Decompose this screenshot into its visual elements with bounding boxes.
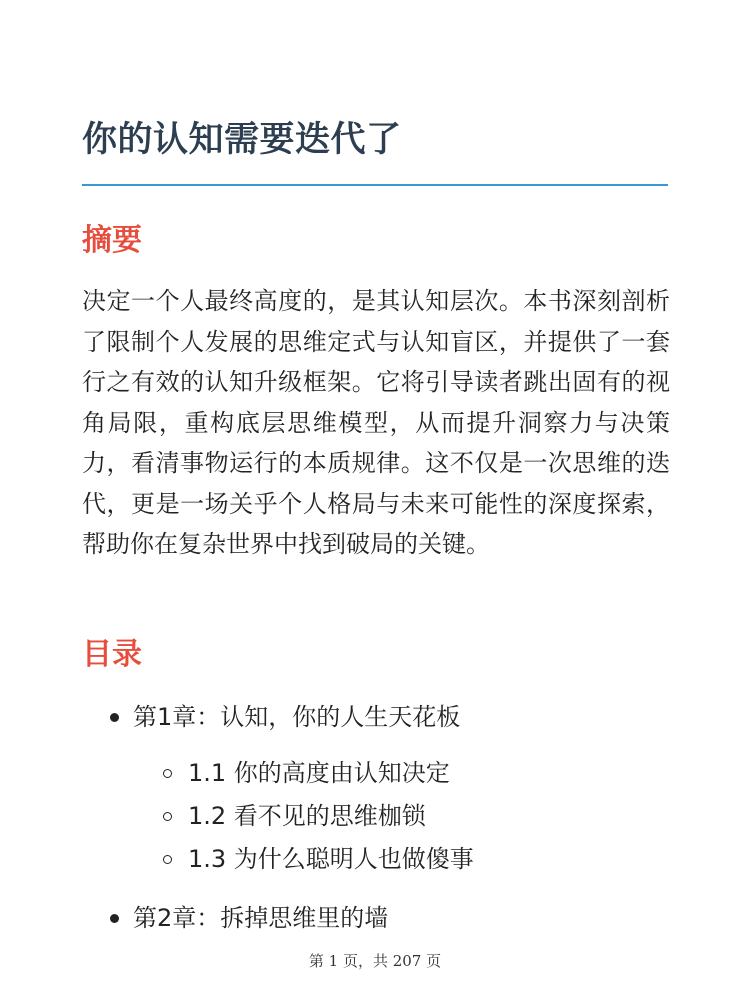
toc-heading: 目录 bbox=[82, 637, 142, 672]
abstract-heading: 摘要 bbox=[82, 223, 142, 258]
bullet-disc-icon bbox=[110, 914, 119, 923]
toc-section-1-3[interactable]: 1.3 为什么聪明人也做傻事 bbox=[188, 845, 474, 873]
abstract-text: 决定一个人最终高度的，是其认知层次。本书深刻剖析了限制个人发展的思维定式与认知盲区，并提供了一套行之有效的认知升级框架。它将引导读者跳出固有的视角局限，重构底层思维模型，从而提升洞察力与决策力，看清事物运行的本质规律。这不仅是一次思维的迭代，更是一场关乎个人格局与未来可能性的深度探索，帮助你在复杂世界中找到破局的关键。 bbox=[82, 287, 670, 558]
title-divider bbox=[82, 184, 668, 186]
page-number-footer: 第 1 页，共 207 页 bbox=[308, 952, 442, 970]
bullet-disc-icon bbox=[110, 713, 119, 722]
toc-section-1-2[interactable]: 1.2 看不见的思维枷锁 bbox=[188, 802, 426, 830]
bullet-circle-icon bbox=[163, 855, 172, 864]
bullet-circle-icon bbox=[163, 812, 172, 821]
toc-section-1-1[interactable]: 1.1 你的高度由认知决定 bbox=[188, 759, 450, 787]
toc-chapter-2[interactable]: 第2章：拆掉思维里的墙 bbox=[133, 904, 389, 932]
bullet-circle-icon bbox=[163, 769, 172, 778]
toc-chapter-1[interactable]: 第1章：认知，你的人生天花板 bbox=[133, 703, 461, 731]
document-title: 你的认知需要迭代了 bbox=[82, 120, 402, 160]
